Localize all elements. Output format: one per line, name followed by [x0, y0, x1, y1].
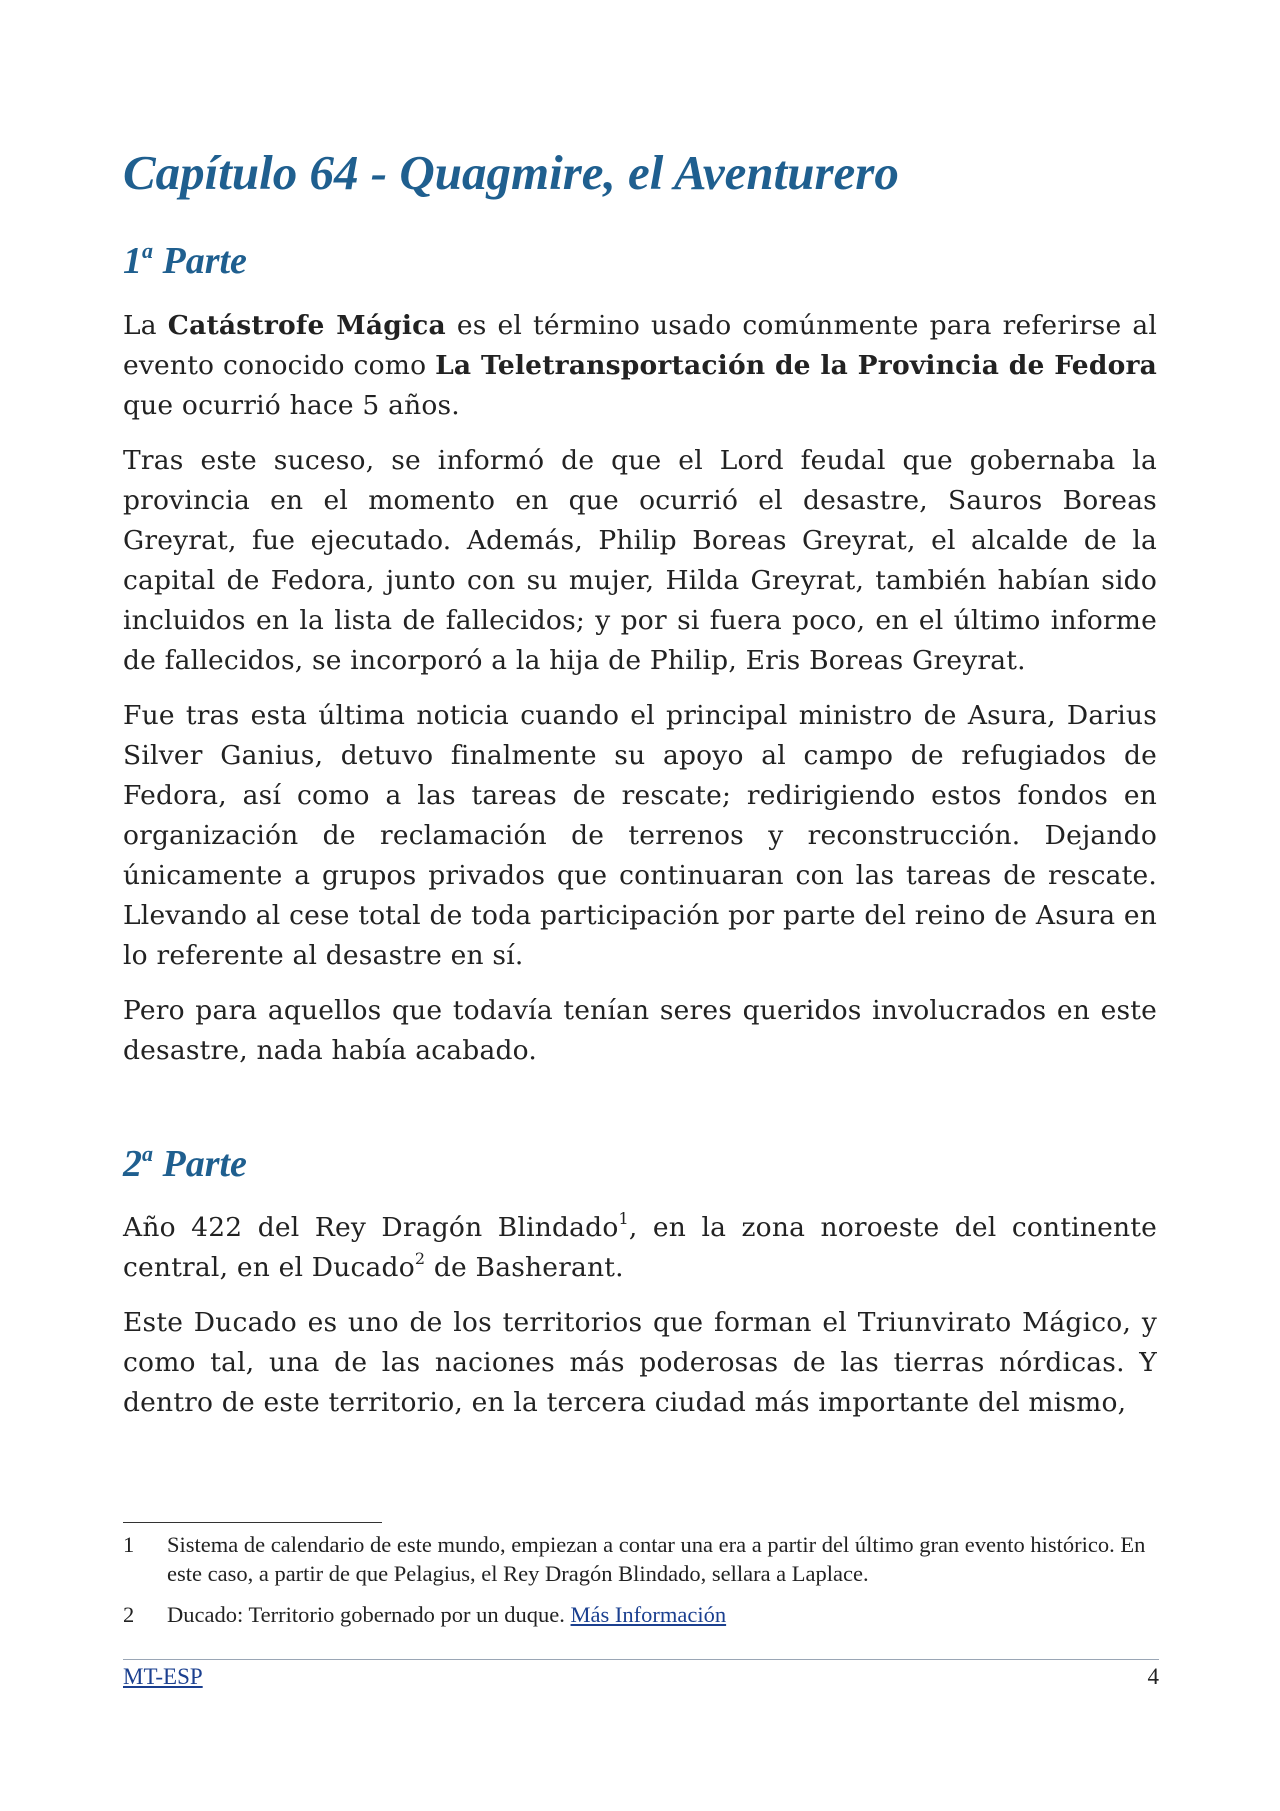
p1-text-1: La [123, 310, 168, 341]
more-info-link[interactable]: Más Información [570, 1602, 727, 1627]
p1-bold-term-1: Catástrofe Mágica [167, 310, 446, 341]
footnote-2-content [167, 1600, 1163, 1629]
footnote-1 [123, 1530, 1163, 1588]
footnote-2-number: 2 [123, 1602, 135, 1627]
footnotes [123, 1530, 1163, 1641]
footer-site-link[interactable]: MT-ESP [123, 1664, 203, 1689]
part-1-heading-number: 1 [123, 240, 142, 282]
part-2-body [123, 1208, 1157, 1438]
part-2-heading-ordinal: a [142, 1141, 153, 1166]
part-1-paragraph-2: Tras este suceso, se informó de que el Lord feudal que gobernaba la provincia en el momento en que ocurrió el desastre, Sauros Boreas Greyrat, fue ejecutado. Además, Philip Boreas Greyrat, el alcalde de la capital de Fedora, junto con su mujer, Hilda Greyrat, también habían sido incluidos en la lista de fallecidos; y por si fuera poco, en el último informe de fallecidos, se incorporó a la hija de Philip, Eris Boreas Greyrat. [123, 445, 1157, 676]
p1-text-2: es el término usado comúnmente para referirse al evento conocido como [123, 310, 1158, 381]
footnote-ref-2[interactable]: 2 [414, 1249, 426, 1268]
p1-text-3: que ocurrió hace 5 años. [123, 390, 460, 421]
p2-text-3: de Basherant. [425, 1252, 624, 1283]
footnote-1-number: 1 [123, 1532, 135, 1557]
part-1-body [123, 306, 1157, 1086]
footnote-2 [123, 1600, 1163, 1629]
p1-bold-term-2: La Teletransportación de la Provincia de Fedora [435, 350, 1157, 381]
part-2-heading-number: 2 [123, 1143, 142, 1185]
part-1-paragraph-3: Fue tras esta última noticia cuando el principal ministro de Asura, Darius Silver Ganius, detuvo finalmente su apoyo al campo de refugiados de Fedora, así como a las tareas de rescate; redirigiendo estos fondos en organización de reclamación de terrenos y reconstrucción. Dejando únicamente a grupos privados que continuaran con las tareas de rescate. Llevando al cese total de toda participación por parte del reino de Asura en lo referente al desastre en sí. [123, 700, 1157, 971]
part-2-heading-word: Parte [153, 1143, 247, 1185]
part-2-paragraph-2: Este Ducado es uno de los territorios que forman el Triunvirato Mágico, y como tal, una de las naciones más poderosas de las tierras nórdicas. Y dentro de este territorio, en la tercera ciudad más importante del mismo, [123, 1307, 1157, 1418]
document-page [123, 0, 1157, 1811]
part-1-paragraph-1 [123, 306, 1157, 426]
part-1-heading [123, 238, 247, 284]
p2-text-1: Año 422 del Rey Dragón Blindado [123, 1212, 619, 1243]
footnote-1-text: Sistema de calendario de este mundo, empiezan a contar una era a partir del último gran evento histórico. En este caso, a partir de que Pelagius, el Rey Dragón Blindado, sellara a Laplace. [167, 1532, 1146, 1586]
footer-separator [123, 1659, 1159, 1660]
p2-text-2: , en la zona noroeste del continente central, en el Ducado [123, 1212, 1157, 1283]
part-1-heading-word: Parte [153, 240, 247, 282]
part-1-paragraph-4: Pero para aquellos que todavía tenían seres queridos involucrados en este desastre, nada había acabado. [123, 995, 1157, 1066]
chapter-title: Capítulo 64 - Quagmire, el Aventurero [123, 145, 899, 200]
part-1-heading-ordinal: a [142, 238, 153, 263]
page-footer [123, 1661, 1159, 1693]
part-2-heading [123, 1141, 247, 1187]
page-number: 4 [1147, 1664, 1159, 1689]
footnote-2-text: Ducado: Territorio gobernado por un duque. [167, 1602, 571, 1627]
footnote-ref-1[interactable]: 1 [618, 1209, 629, 1228]
footnote-separator [123, 1522, 382, 1523]
part-2-paragraph-1 [123, 1208, 1157, 1288]
